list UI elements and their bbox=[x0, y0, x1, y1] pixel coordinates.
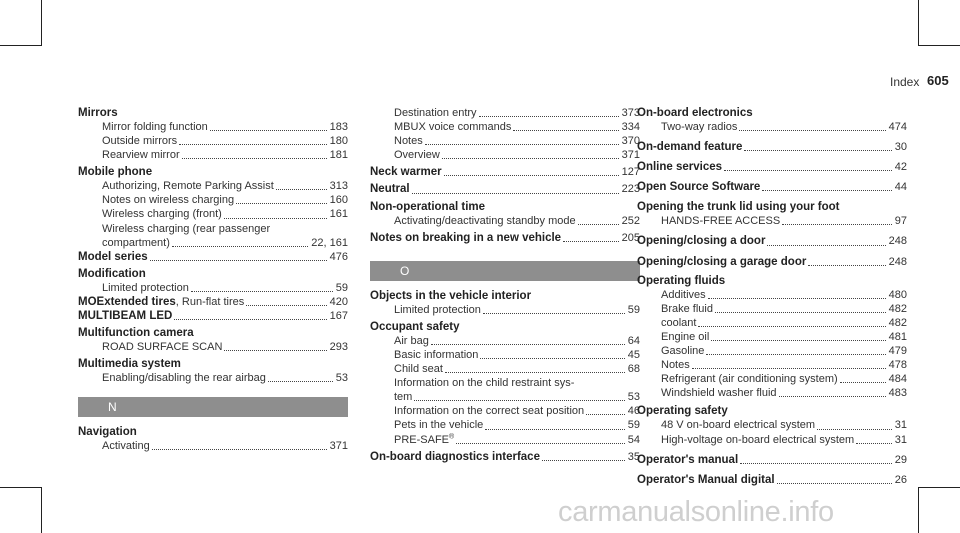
index-entry[interactable]: Authorizing, Remote Parking Assist 313 bbox=[102, 180, 348, 193]
crop-mark bbox=[0, 45, 42, 46]
index-entry[interactable]: Additives 480 bbox=[661, 288, 907, 301]
index-entry-bold[interactable]: Notes on breaking in a new vehicle 205 bbox=[370, 231, 640, 244]
header-section-title: Index bbox=[890, 75, 920, 89]
index-column-3 bbox=[637, 103, 907, 487]
index-entry[interactable]: Activating/deactivating standby mode 252 bbox=[394, 214, 640, 227]
index-entry[interactable]: Pets in the vehicle 59 bbox=[394, 419, 640, 432]
crop-mark bbox=[41, 0, 42, 46]
crop-mark bbox=[41, 487, 42, 533]
index-entry[interactable]: Mirror folding function 183 bbox=[102, 121, 348, 133]
watermark-text: carmanualsonline.info bbox=[558, 496, 834, 528]
index-entry[interactable]: Outside mirrors 180 bbox=[102, 135, 348, 148]
section-letter-band: O bbox=[370, 261, 640, 281]
index-entry-bold[interactable]: Online services 42 bbox=[637, 161, 907, 174]
index-heading: On-board electronics bbox=[637, 107, 753, 119]
index-heading: Mirrors bbox=[78, 107, 118, 119]
index-heading: Multimedia system bbox=[78, 358, 181, 371]
index-entry[interactable]: Gasoline 479 bbox=[661, 345, 907, 358]
index-entry[interactable]: PRE-SAFE® 54 bbox=[394, 432, 640, 446]
index-entry[interactable]: Limited protection 59 bbox=[102, 281, 348, 294]
index-entry[interactable]: compartment) 22, 161 bbox=[102, 236, 348, 249]
index-entry[interactable]: Wireless charging (front) 161 bbox=[102, 208, 348, 221]
index-entry-wrap: Information on the child restraint sys- bbox=[394, 377, 575, 390]
index-entry-bold[interactable]: Operator's Manual digital 26 bbox=[637, 473, 907, 486]
index-entry[interactable]: Notes 370 bbox=[394, 135, 640, 148]
index-entry[interactable]: Overview 371 bbox=[394, 149, 640, 162]
index-entry-bold[interactable]: On-board diagnostics interface 35 bbox=[370, 450, 640, 463]
index-heading: Multifunction camera bbox=[78, 327, 194, 340]
index-entry[interactable]: 48 V on-board electrical system 31 bbox=[661, 419, 907, 432]
index-entry-bold[interactable]: On-demand feature 30 bbox=[637, 141, 907, 154]
registered-mark: ® bbox=[449, 432, 455, 440]
index-entry-bold[interactable]: Neck warmer 127 bbox=[370, 166, 640, 179]
index-entry[interactable]: HANDS-FREE ACCESS 97 bbox=[661, 215, 907, 228]
index-entry[interactable]: Brake fluid 482 bbox=[661, 302, 907, 315]
index-entry-bold[interactable]: Opening/closing a garage door 248 bbox=[637, 255, 907, 268]
index-entry-bold[interactable]: MULTIBEAM LED 167 bbox=[78, 310, 348, 323]
index-entry[interactable]: Basic information 45 bbox=[394, 348, 640, 361]
crop-mark bbox=[918, 487, 919, 533]
index-entry[interactable]: Notes 478 bbox=[661, 359, 907, 372]
index-heading: Mobile phone bbox=[78, 166, 153, 179]
index-entry[interactable]: Activating 371 bbox=[102, 440, 348, 453]
crop-mark bbox=[918, 45, 960, 46]
index-entry[interactable]: High-voltage on-board electrical system 31 bbox=[661, 433, 907, 446]
index-heading: Occupant safety bbox=[370, 320, 460, 333]
index-entry[interactable]: MBUX voice commands 334 bbox=[394, 121, 640, 134]
index-entry-wrap: Wireless charging (rear passenger bbox=[102, 222, 271, 235]
index-entry[interactable]: Destination entry 373 bbox=[394, 107, 640, 119]
crop-mark bbox=[918, 487, 960, 488]
index-heading: Navigation bbox=[78, 426, 137, 439]
index-entry-bold[interactable]: Neutral 223 bbox=[370, 183, 640, 196]
index-entry-bold[interactable]: Opening/closing a door 248 bbox=[637, 235, 907, 248]
index-entry-bold[interactable]: Model series 476 bbox=[78, 250, 348, 263]
index-entry[interactable]: coolant 482 bbox=[661, 316, 907, 329]
index-entry-bold[interactable]: MOExtended tires, Run-flat tires 420 bbox=[78, 295, 348, 308]
index-entry[interactable]: Engine oil 481 bbox=[661, 330, 907, 343]
index-entry[interactable]: Information on the correct seat position 46 bbox=[394, 405, 640, 418]
index-entry[interactable]: Limited protection 59 bbox=[394, 303, 640, 316]
crop-mark bbox=[0, 487, 42, 488]
index-heading: Operating fluids bbox=[637, 274, 726, 287]
index-entry[interactable]: Rearview mirror 181 bbox=[102, 149, 348, 162]
index-entry-bold[interactable]: Operator's manual 29 bbox=[637, 453, 907, 466]
index-entry[interactable]: Refrigerant (air conditioning system) 484 bbox=[661, 373, 907, 386]
section-letter-band: N bbox=[78, 397, 348, 417]
index-entry[interactable]: Notes on wireless charging 160 bbox=[102, 194, 348, 207]
index-heading: Operating safety bbox=[637, 405, 728, 418]
index-column-2 bbox=[370, 103, 640, 464]
index-heading: Modification bbox=[78, 267, 146, 280]
index-column-1 bbox=[78, 103, 348, 453]
index-entry[interactable]: Child seat 68 bbox=[394, 363, 640, 376]
page-number: 605 bbox=[927, 73, 949, 88]
index-entry[interactable]: Two-way radios 474 bbox=[661, 121, 907, 133]
index-entry[interactable]: tem 53 bbox=[394, 391, 640, 404]
index-entry[interactable]: Air bag 64 bbox=[394, 334, 640, 347]
index-heading: Objects in the vehicle interior bbox=[370, 289, 532, 302]
index-entry[interactable]: Enabling/disabling the rear airbag 53 bbox=[102, 372, 348, 385]
index-heading: Opening the trunk lid using your foot bbox=[637, 201, 840, 214]
index-entry-bold[interactable]: Open Source Software 44 bbox=[637, 181, 907, 194]
index-heading: Non-operational time bbox=[370, 200, 486, 213]
crop-mark bbox=[918, 0, 919, 46]
index-entry[interactable]: ROAD SURFACE SCAN 293 bbox=[102, 341, 348, 354]
index-entry[interactable]: Windshield washer fluid 483 bbox=[661, 387, 907, 400]
